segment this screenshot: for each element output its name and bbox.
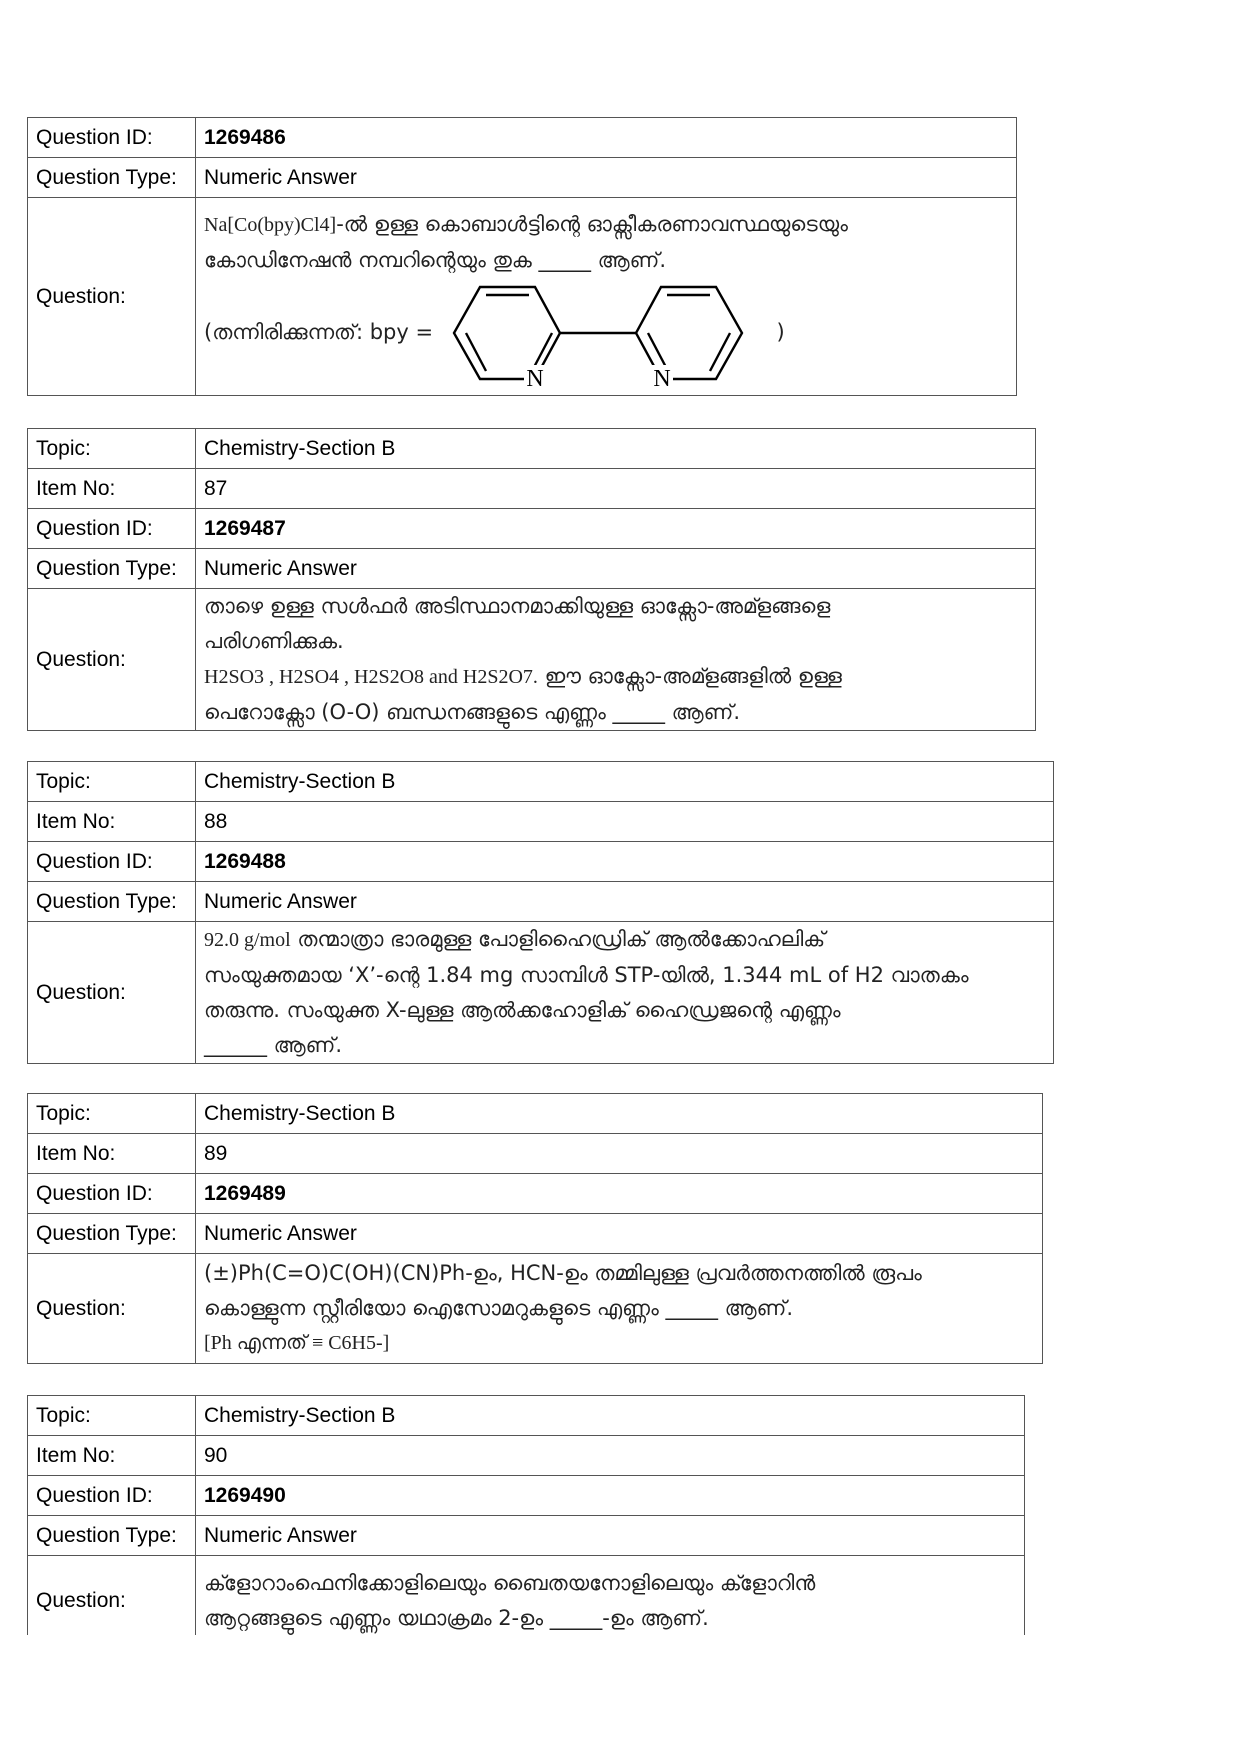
label-question-type: Question Type:	[28, 1516, 196, 1556]
formula: Na[Co(bpy)Cl4]	[204, 214, 337, 236]
question-text	[196, 1254, 1043, 1364]
question-line-1: (±)Ph(C=O)C(OH)(CN)Ph-ഉം, HCN-ഉം തമ്മിലുള്ള പ്രവർത്തനത്തിൽ രൂപം	[204, 1261, 922, 1285]
row-question-type	[28, 1516, 1025, 1556]
row-topic	[28, 429, 1036, 469]
row-question	[28, 1556, 1025, 1636]
row-question	[28, 198, 1017, 396]
label-question-type: Question Type:	[28, 549, 196, 589]
question-line-3: (തന്നിരിക്കുന്നത്: bpy = N N )	[204, 278, 1008, 386]
label-item-no: Item No:	[28, 802, 196, 842]
question-type-value: Numeric Answer	[196, 158, 1017, 198]
label-question-type: Question Type:	[28, 158, 196, 198]
question-line-3: H2SO3 , H2SO4 , H2S2O8 and H2S2O7. ഈ ഓക്സോ-അമ്ളങ്ങളിൽ ഉള്ള	[204, 664, 842, 688]
question-table-86	[27, 117, 1017, 396]
label-topic: Topic:	[28, 429, 196, 469]
row-question-id	[28, 1476, 1025, 1516]
label-question: Question:	[28, 922, 196, 1064]
question-line-1: Na[Co(bpy)Cl4]-ൽ ഉള്ള കൊബാൾട്ടിന്റെ ഓക്സീകരണാവസ്ഥയുടെയും	[204, 212, 848, 236]
question-table-87	[27, 428, 1036, 731]
question-text	[196, 1556, 1025, 1636]
label-item-no: Item No:	[28, 1134, 196, 1174]
row-question	[28, 589, 1036, 731]
formulas: H2SO3 , H2SO4 , H2S2O8 and H2S2O7.	[204, 666, 538, 688]
question-line-3: [Ph എന്നത് ≡ C6H5-]	[204, 1332, 390, 1354]
question-line-2: ആറ്റങ്ങളുടെ എണ്ണം യഥാക്രമം 2-ഉം _____-ഉം ആണ്.	[204, 1605, 709, 1630]
question-line-1: ക്ളോറാംഫെനിക്കോളിലെയും ബൈതയനോളിലെയും ക്ളോറിൻ	[204, 1570, 816, 1595]
label-item-no: Item No:	[28, 1436, 196, 1476]
question-line-4: പെറോക്സോ (O-O) ബന്ധനങ്ങളുടെ എണ്ണം _____ ആണ്.	[204, 700, 741, 724]
row-topic	[28, 762, 1054, 802]
question-id-value: 1269486	[196, 118, 1017, 158]
question-table-88	[27, 761, 1054, 1064]
question-id-value: 1269488	[196, 842, 1054, 882]
question-line-1: താഴെ ഉള്ള സൾഫർ അടിസ്ഥാനമാക്കിയുള്ള ഓക്സോ-അമ്ളങ്ങളെ	[204, 594, 831, 618]
label-question: Question:	[28, 1254, 196, 1364]
question-text	[196, 589, 1036, 731]
question-text	[196, 198, 1017, 396]
label-question-id: Question ID:	[28, 842, 196, 882]
label-question-id: Question ID:	[28, 1174, 196, 1214]
topic-value: Chemistry-Section B	[196, 1094, 1043, 1134]
item-no-value: 87	[196, 469, 1036, 509]
row-question-type	[28, 1214, 1043, 1254]
label-question-type: Question Type:	[28, 1214, 196, 1254]
question-line-4: ______ ആണ്.	[204, 1033, 343, 1057]
question-table-89	[27, 1093, 1043, 1364]
row-question-type	[28, 882, 1054, 922]
label-item-no: Item No:	[28, 469, 196, 509]
label-topic: Topic:	[28, 1396, 196, 1436]
row-question	[28, 922, 1054, 1064]
question-line-1: 92.0 g/mol തന്മാത്രാ ഭാരമുള്ള പോളിഹൈഡ്രിക് ആൽക്കോഹലിക്	[204, 927, 826, 951]
row-item-no	[28, 802, 1054, 842]
label-question-type: Question Type:	[28, 882, 196, 922]
topic-value: Chemistry-Section B	[196, 429, 1036, 469]
question-text	[196, 922, 1054, 1064]
row-topic	[28, 1396, 1025, 1436]
question-90-clip	[0, 1395, 1240, 1635]
row-item-no	[28, 469, 1036, 509]
question-type-value: Numeric Answer	[196, 1516, 1025, 1556]
row-question	[28, 1254, 1043, 1364]
label-question-id: Question ID:	[28, 509, 196, 549]
row-question-type	[28, 549, 1036, 589]
bpy-nitrogen-2: N	[653, 366, 671, 387]
question-table-90	[27, 1395, 1025, 1635]
item-no-value: 89	[196, 1134, 1043, 1174]
item-no-value: 90	[196, 1436, 1025, 1476]
label-question-id: Question ID:	[28, 118, 196, 158]
label-question: Question:	[28, 589, 196, 731]
question-line-2: കൊള്ളുന്ന സ്റ്റീരിയോ ഐസോമറുകളുടെ എണ്ണം _____ ആണ്.	[204, 1296, 794, 1320]
label-question: Question:	[28, 1556, 196, 1636]
row-topic	[28, 1094, 1043, 1134]
label-question: Question:	[28, 198, 196, 396]
question-type-value: Numeric Answer	[196, 882, 1054, 922]
row-question-id	[28, 1174, 1043, 1214]
topic-value: Chemistry-Section B	[196, 1396, 1025, 1436]
question-line-2: സംയുക്തമായ ‘X’-ന്റെ 1.84 mg സാമ്പിൾ STP-യിൽ, 1.344 mL of H2 വാതകം	[204, 963, 969, 987]
label-question-id: Question ID:	[28, 1476, 196, 1516]
bipyridine-structure	[440, 279, 770, 387]
molar-mass: 92.0 g/mol	[204, 929, 291, 951]
question-id-value: 1269489	[196, 1174, 1043, 1214]
row-item-no	[28, 1436, 1025, 1476]
bpy-nitrogen-1: N	[526, 366, 544, 387]
label-topic: Topic:	[28, 1094, 196, 1134]
row-question-id	[28, 509, 1036, 549]
question-id-value: 1269490	[196, 1476, 1025, 1516]
row-question-type	[28, 158, 1017, 198]
topic-value: Chemistry-Section B	[196, 762, 1054, 802]
question-type-value: Numeric Answer	[196, 549, 1036, 589]
row-question-id	[28, 118, 1017, 158]
row-item-no	[28, 1134, 1043, 1174]
item-no-value: 88	[196, 802, 1054, 842]
question-line-2: പരിഗണിക്കുക.	[204, 629, 344, 653]
row-question-id	[28, 842, 1054, 882]
question-line-2: കോഡിനേഷൻ നമ്പറിന്റെയും തുക _____ ആണ്.	[204, 248, 667, 272]
label-topic: Topic:	[28, 762, 196, 802]
question-type-value: Numeric Answer	[196, 1214, 1043, 1254]
question-id-value: 1269487	[196, 509, 1036, 549]
question-line-3: തരുന്നു. സംയുക്ത X-ലുള്ള ആൽക്കഹോളിക് ഹൈഡ്രജന്റെ എണ്ണം	[204, 998, 841, 1022]
